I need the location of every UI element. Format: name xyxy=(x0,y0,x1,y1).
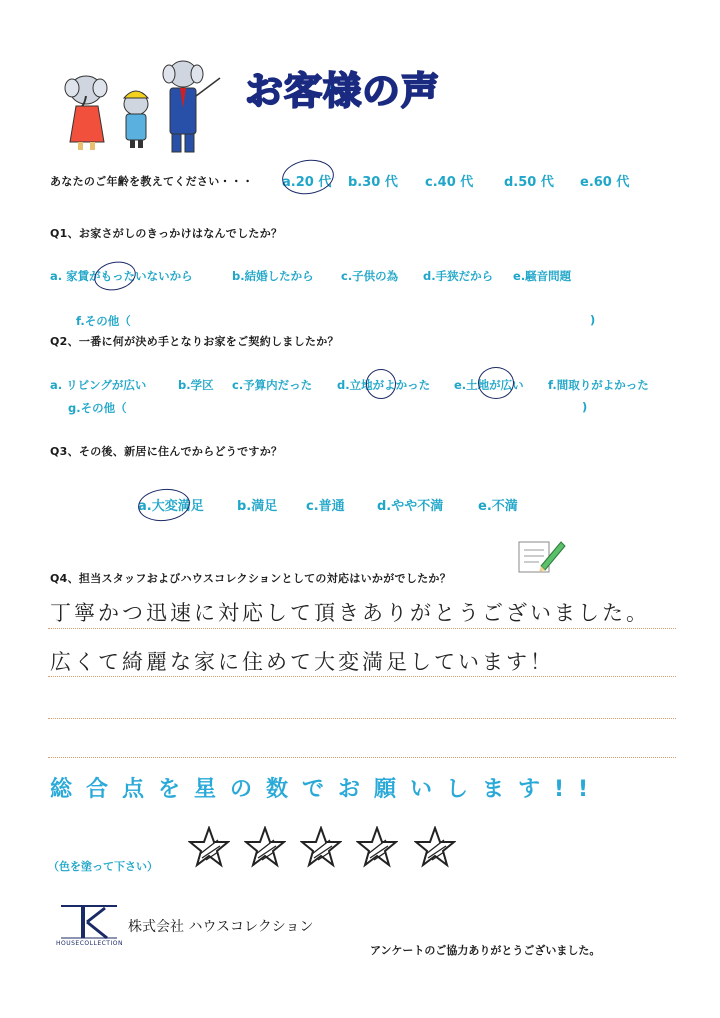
answer-rule-4 xyxy=(48,757,676,758)
q1-option-e: e.騒音問題 xyxy=(513,269,572,283)
q4-answer-line-1: 丁寧かつ迅速に対応して頂きありがとうございました。 xyxy=(50,601,650,625)
q4-answer-line-2: 広くて綺麗な家に住めて大変満足しています！ xyxy=(50,650,554,674)
q2-option-d: d.立地がよかった xyxy=(337,378,431,392)
q1-option-a: a. 家賃がもったいないから xyxy=(50,269,193,283)
q1-selection-circle xyxy=(92,258,139,294)
star-icon xyxy=(356,826,398,868)
q3-option-d: d.やや不満 xyxy=(377,499,444,514)
q2-other-close: ) xyxy=(582,400,588,414)
star-icon xyxy=(188,826,230,868)
page-title: お客様の声 xyxy=(245,69,441,113)
q1-question: Q1、お家さがしのきっかけはなんでしたか？ xyxy=(50,227,283,240)
q2-option-c: c.予算内だった xyxy=(232,378,313,392)
q1-other-close: ) xyxy=(590,313,596,327)
q1-option-b: b.結婚したから xyxy=(232,269,314,283)
q3-selection-circle xyxy=(136,486,191,523)
star-rating xyxy=(188,826,468,876)
q3-option-c: c.普通 xyxy=(306,499,345,514)
q1-option-c: c.子供の為 xyxy=(341,269,399,283)
star-icon xyxy=(414,826,456,868)
q2-option-f: f.間取りがよかった xyxy=(548,378,649,392)
answer-rule-1 xyxy=(48,628,676,629)
age-option-b: b.30 代 xyxy=(348,175,398,190)
rating-instruction: （色を塗って下さい） xyxy=(48,860,158,873)
q2-option-b: b.学区 xyxy=(178,378,214,392)
q2-option-e: e.土地が広い xyxy=(454,378,524,392)
star-icon xyxy=(244,826,286,868)
q1-option-d: d.手狭だから xyxy=(423,269,494,283)
company-logo-text: HOUSECOLLECTION xyxy=(56,940,123,947)
age-option-c: c.40 代 xyxy=(425,175,474,190)
q3-option-e: e.不満 xyxy=(478,499,518,514)
mascot-illustration xyxy=(58,58,228,158)
q2-other-label: g.その他（ xyxy=(68,401,127,415)
age-option-a: a.20 代 xyxy=(282,175,332,190)
q3-option-b: b.満足 xyxy=(237,499,278,514)
q2-question: Q2、一番に何が決め手となりお家をご契約しましたか？ xyxy=(50,335,339,348)
age-option-d: d.50 代 xyxy=(504,175,554,190)
memo-pencil-icon xyxy=(515,536,567,576)
q2-selection-circle-e xyxy=(478,367,514,399)
age-selection-circle xyxy=(280,157,336,198)
age-option-e: e.60 代 xyxy=(580,175,630,190)
q3-option-a: a.大変満足 xyxy=(138,499,204,514)
q3-question: Q3、その後、新居に住んでからどうですか？ xyxy=(50,445,283,458)
answer-rule-2 xyxy=(48,676,676,677)
q4-question: Q4、担当スタッフおよびハウスコレクションとしての対応はいかがでしたか？ xyxy=(50,572,452,585)
star-icon xyxy=(300,826,342,868)
q2-selection-circle-d xyxy=(366,369,396,399)
rating-banner: 総合点を星の数でお願いします!! xyxy=(50,777,603,802)
age-prompt: あなたのご年齢を教えてください・・・ xyxy=(50,175,254,188)
q2-option-a: a. リビングが広い xyxy=(50,378,147,392)
thanks-message: アンケートのご協力ありがとうございました。 xyxy=(370,944,601,957)
company-name: 株式会社 ハウスコレクション xyxy=(128,919,314,935)
answer-rule-3 xyxy=(48,718,676,719)
q1-other-label: f.その他（ xyxy=(76,314,131,328)
